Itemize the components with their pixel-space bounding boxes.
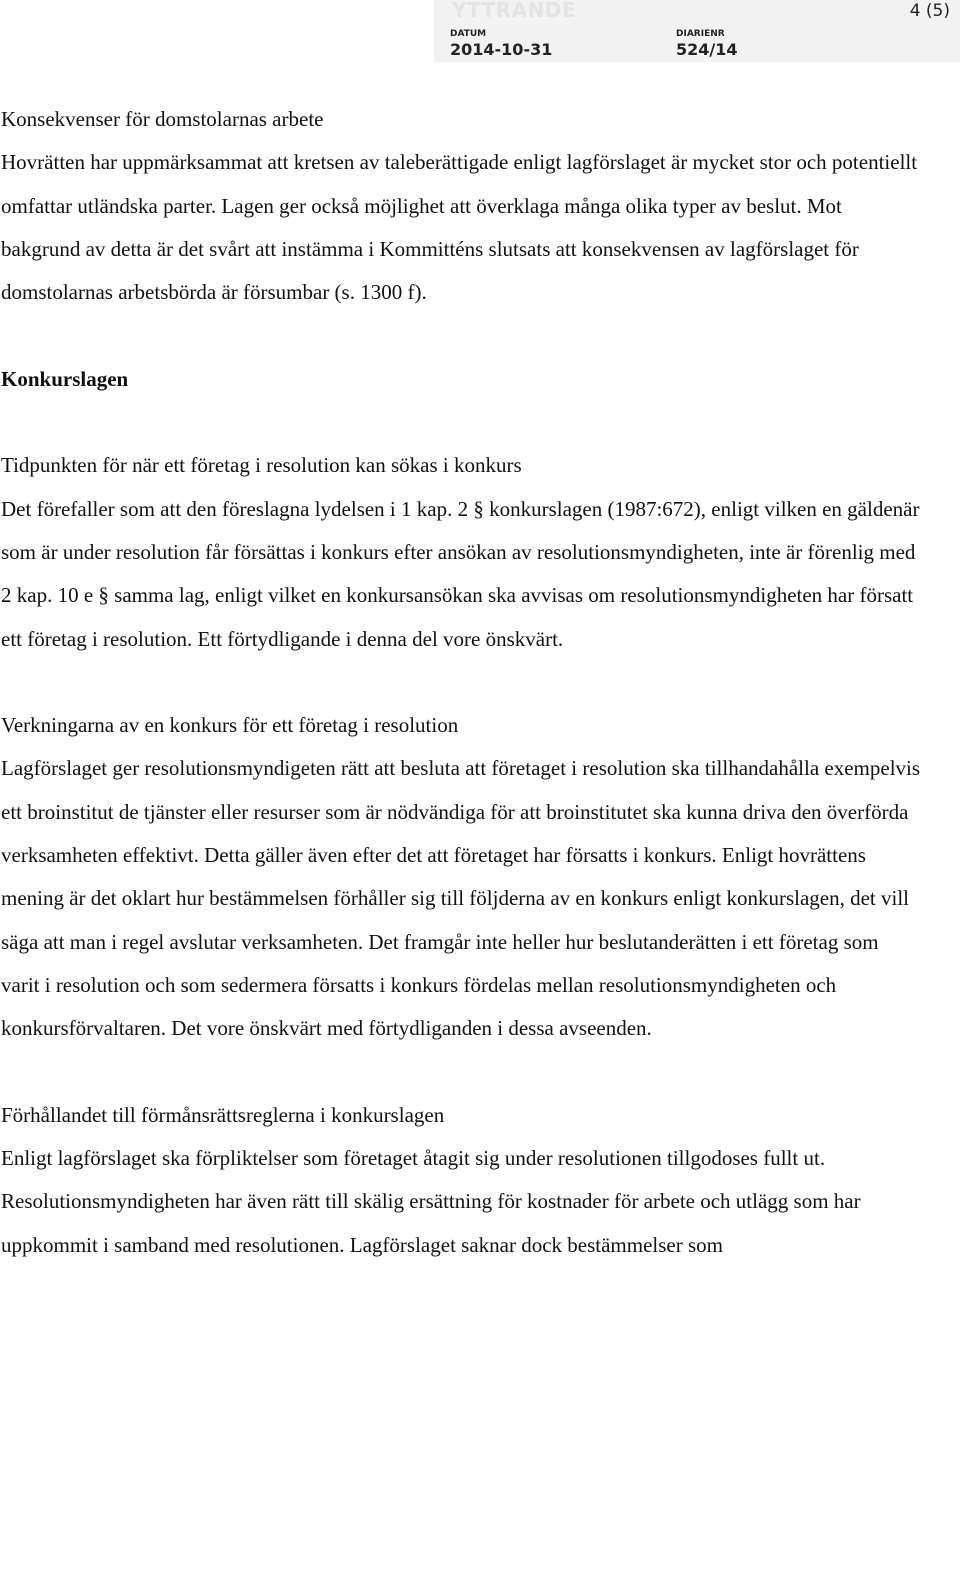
date-value: 2014-10-31 bbox=[450, 40, 553, 59]
subheading-bankruptcy-effects: Verkningarna av en konkurs för ett företag i resolution bbox=[1, 713, 459, 738]
paragraph-bankruptcy-timing: Det förefaller som att den föreslagna lydelsen i 1 kap. 2 § konkurslagen (1987:672), enligt vilken en gäldenär som är under resolution får försättas i konkurs efter ansökan av resolutionsmyndigheten, inte är förenlig med 2 kap. 10 e § samma lag, enligt vilket en konkursansökan ska avvisas om resolutionsmyndigheten har försatt ett företag i resolution. Ett förtydligande i denna del vore önskvärt. bbox=[1, 496, 920, 651]
diarienr-value: 524/14 bbox=[676, 40, 738, 59]
subheading-priority-rules: Förhållandet till förmånsrättsreglerna i konkurslagen bbox=[1, 1102, 445, 1127]
page-number: 4 (5) bbox=[909, 1, 950, 21]
document-header bbox=[434, 0, 960, 62]
subheading-court-workload: Konsekvenser för domstolarnas arbete bbox=[1, 107, 324, 131]
paragraph-bankruptcy-effects: Lagförslaget ger resolutionsmyndigeten rätt att besluta att företaget i resolution ska tillhandahålla exempelvis ett broinstitut de tjänster eller resurser som är nödvändiga för att broinstitutet ska kunna driva den överförda verksamheten effektivt. Detta gäller även efter det att företaget har försatts i konkurs. Enligt hovrättens mening är det oklart hur bestämmelsen förhåller sig till följderna av en konkurs enligt konkurslagen, det vill säga att man i regel avslutar verksamheten. Det framgår inte heller hur beslutanderätten i ett företag som varit i resolution och som sedermera försatts i konkurs fördelas mellan resolutionsmyndigheten och konkursförvaltaren. Det vore önskvärt med förtydliganden i dessa avseenden. bbox=[1, 756, 921, 1041]
diarienr-label: DIARIENR bbox=[676, 29, 725, 39]
date-label: DATUM bbox=[450, 29, 487, 39]
spacer bbox=[1, 401, 921, 444]
spacer bbox=[1, 1051, 921, 1094]
section-title-konkurslagen: Konkurslagen bbox=[1, 366, 129, 391]
spacer bbox=[1, 661, 921, 704]
document-body bbox=[1, 98, 921, 1267]
subheading-bankruptcy-timing: Tidpunkten för när ett företag i resolution kan sökas i konkurs bbox=[1, 453, 522, 478]
paragraph-priority-rules: Enligt lagförslaget ska förpliktelser som företaget åtagit sig under resolutionen tillgodoses fullt ut. Resolutionsmyndigheten har även rätt till skälig ersättning för kostnader för arbete och utlägg som har uppkommit i samband med resolutionen. Lagförslaget saknar dock bestämmelser som bbox=[1, 1146, 861, 1257]
paragraph-court-workload: Hovrätten har uppmärksammat att kretsen av taleberättigade enligt lagförslaget är mycket stor och potentiellt omfattar utländska parter. Lagen ger också möjlighet att överklaga många olika typer av beslut. Mot bakgrund av detta är det svårt att instämma i Kommitténs slutsats att konsekvensen av lagförslaget för domstolarnas arbetsbörda är försumbar (s. 1300 f). bbox=[1, 150, 918, 305]
document-type: YTTRANDE bbox=[452, 0, 577, 22]
spacer bbox=[1, 314, 921, 357]
